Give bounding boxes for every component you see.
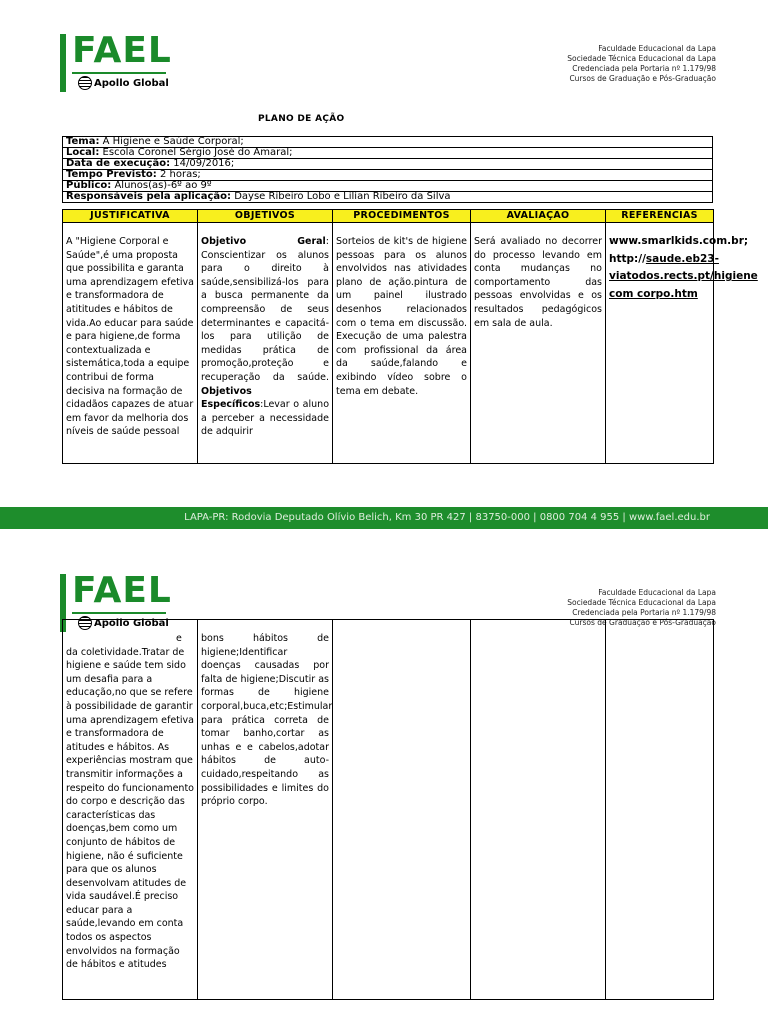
procedimentos-cell: Sorteios de kit's de higiene pessoas para os alunos envolvidos nas atividades plano de ação.pintura de um painel ilustrado desenhos relacionados com o tema em discussão. Execução de uma palestra com profissional da área da saúde,falando e exibindo vídeo sobre o tema em debate.	[333, 223, 471, 464]
col-header-procedimentos: PROCEDIMENTOS	[333, 210, 471, 223]
reference-1: www.smarlkids.com.br;	[609, 235, 749, 247]
objetivos-cell	[198, 223, 333, 464]
avaliacao-cell	[471, 620, 606, 1000]
action-plan-table	[62, 209, 758, 464]
referencias-cell	[606, 223, 758, 464]
info-value: Alunos(as)-6º ao 9º	[111, 180, 212, 191]
institution-line: Sociedade Técnica Educacional da Lapa	[567, 598, 716, 607]
objetivo-geral-text: : Conscientizar os alunos para o direito à saúde,sensibilizá-los para a busca permanente da compreensão de seus determinantes e capacitá-los para utilição de medidas prática de promoção,proteção e recuperação da saúde.	[201, 236, 329, 383]
table-row	[63, 620, 714, 1000]
institution-line: Faculdade Educacional da Lapa	[598, 44, 716, 53]
institution-line: Faculdade Educacional da Lapa	[598, 588, 716, 597]
institution-line: Credenciada pela Portaria nº 1.179/98	[572, 608, 716, 617]
col-header-justificativa: JUSTIFICATIVA	[63, 210, 198, 223]
info-row	[63, 148, 713, 159]
col-header-objetivos: OBJETIVOS	[198, 210, 333, 223]
action-plan-table-continued	[62, 619, 714, 1000]
info-value: A Higiene e Saúde Corporal;	[99, 136, 244, 147]
partner-logo: Apollo Global	[78, 76, 169, 90]
institution-info	[567, 44, 716, 84]
info-value: 2 horas;	[156, 169, 201, 180]
info-value: Escola Coronel Sérgio José do Amaral;	[99, 147, 293, 158]
procedimentos-cell	[333, 620, 471, 1000]
info-label: Público:	[66, 180, 112, 191]
info-value: 14/09/2016;	[170, 158, 235, 169]
objetivo-geral-label: Objetivo Geral	[201, 236, 326, 247]
reference-2-link[interactable]: saude.eb23-viatodos.rects.pt/higiene com corpo.htm	[609, 252, 758, 300]
info-row	[63, 137, 713, 148]
footer-address: LAPA-PR: Rodovia Deputado Olívio Belich, Km 30 PR 427 | 83750-000 | 0800 704 4 955 | www.fael.edu.br	[184, 512, 710, 523]
table-row	[63, 223, 714, 464]
column-header-row	[63, 210, 714, 223]
info-value: Dayse Ribeiro Lobo e Lilian Ribeiro da Silva	[231, 191, 451, 202]
info-row	[63, 159, 713, 170]
info-table	[62, 136, 713, 203]
globe-icon	[78, 76, 92, 90]
objetivos-cell: bons hábitos de higiene;Identificar doenças causadas por falta de higiene;Discutir as formas de higiene corporal,buca,etc;Estimular para prática correta de tomar banho,cortar as unhas e e cabelos,adotar hábitos de auto-cuidado,respeitando as possibilidades e limites do próprio corpo.	[198, 620, 333, 1000]
institution-line: Cursos de Graduação e Pós-Graduação	[569, 74, 716, 83]
info-row	[63, 192, 713, 203]
info-label: Tema:	[66, 136, 100, 147]
info-label: Responsáveis pela aplicação:	[66, 191, 232, 202]
info-row	[63, 181, 713, 192]
institution-line: Cursos de Graduação e Pós-Graduação	[569, 618, 716, 627]
logo-text: FAEL	[72, 570, 172, 611]
info-row	[63, 170, 713, 181]
partner-logo: Apollo Global	[78, 616, 169, 630]
footer-bar	[0, 507, 768, 529]
info-label: Local:	[66, 147, 100, 158]
col-header-avaliacao: AVALIAÇÃO	[471, 210, 606, 223]
info-label: Tempo Previsto:	[66, 169, 157, 180]
objetivos-especificos-text: :Levar o aluno a perceber a necessidade de adquirir	[201, 399, 329, 438]
justificativa-cell: A "Higiene Corporal e Saúde",é uma proposta que possibilita e garanta uma aprendizagem efetiva e transformadora de atititudes e hábitos de vida.Ao educar para saúde e para higiene,de forma contextualizada e sistemática,toda a equipe contribui de forma decisiva na formação de cidadãos capazes de atuar em favor da melhoria dos níveis de saúde pessoal	[63, 223, 198, 464]
justificativa-cell: e da coletividade.Tratar de higiene e saúde tem sido um desafia para a educação,no que se refere à possibilidade de garantir uma aprendizagem efetiva e transformadora de atitudes e hábitos. As experiências mostram que transmitir informações a respeito do funcionamento do corpo e descrição das características das doenças,bem como um conjunto de hábitos de higiene, não é suficiente para que os alunos desenvolvam atitudes de vida saudável.É preciso educar para a saúde,levando em conta todos os aspectos envolvidos na formação de hábitos e atitudes	[63, 620, 198, 1000]
institution-line: Sociedade Técnica Educacional da Lapa	[567, 54, 716, 63]
institution-line: Credenciada pela Portaria nº 1.179/98	[572, 64, 716, 73]
avaliacao-cell: Será avaliado no decorrer do processo levando em conta mudanças no comportamento das pessoas envolvidas e os resultados pedagógicos em sala de aula.	[471, 223, 606, 464]
col-header-referencias: REFERÊNCIAS	[606, 210, 714, 223]
logo-text: FAEL	[72, 30, 172, 71]
objetivos-especificos-label: Objetivos Específicos	[201, 385, 261, 411]
document-title: PLANO DE AÇÃO	[258, 114, 345, 124]
reference-2-prefix: http://	[609, 252, 646, 265]
info-label: Data de execução:	[66, 158, 171, 169]
referencias-cell	[606, 620, 714, 1000]
